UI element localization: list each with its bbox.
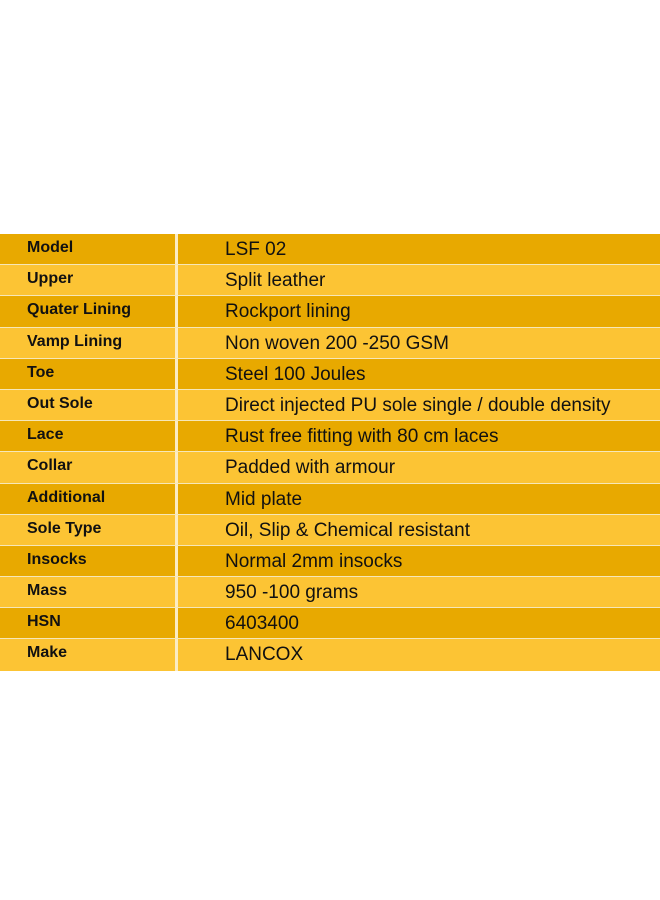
spec-row-additional (0, 484, 660, 515)
spec-value: Split leather (178, 265, 660, 295)
spec-value: Rust free fitting with 80 cm laces (178, 421, 660, 451)
spec-label: Out Sole (0, 390, 175, 420)
spec-row-sole-type (0, 515, 660, 546)
spec-row-upper (0, 265, 660, 296)
spec-row-out-sole (0, 390, 660, 421)
spec-value: Oil, Slip & Chemical resistant (178, 515, 660, 545)
spec-label: Upper (0, 265, 175, 295)
spec-label: Lace (0, 421, 175, 451)
spec-label: Collar (0, 452, 175, 482)
spec-row-toe (0, 359, 660, 390)
spec-value: Mid plate (178, 484, 660, 514)
spec-label: Vamp Lining (0, 328, 175, 358)
spec-row-make (0, 639, 660, 670)
spec-row-model (0, 234, 660, 265)
spec-table (0, 234, 660, 671)
spec-label: Quater Lining (0, 296, 175, 326)
spec-value: LANCOX (178, 639, 660, 670)
spec-value: 950 -100 grams (178, 577, 660, 607)
spec-row-insocks (0, 546, 660, 577)
spec-value: Padded with armour (178, 452, 660, 482)
spec-row-mass (0, 577, 660, 608)
spec-value: 6403400 (178, 608, 660, 638)
spec-value: Steel 100 Joules (178, 359, 660, 389)
spec-value: Normal 2mm insocks (178, 546, 660, 576)
spec-value: Direct injected PU sole single / double density (178, 390, 660, 420)
spec-label: Make (0, 639, 175, 670)
spec-label: Sole Type (0, 515, 175, 545)
spec-label: Insocks (0, 546, 175, 576)
spec-value: Non woven 200 -250 GSM (178, 328, 660, 358)
spec-label: HSN (0, 608, 175, 638)
spec-label: Mass (0, 577, 175, 607)
spec-row-collar (0, 452, 660, 483)
spec-row-vamp-lining (0, 328, 660, 359)
spec-label: Additional (0, 484, 175, 514)
spec-value: LSF 02 (178, 234, 660, 264)
spec-row-lace (0, 421, 660, 452)
spec-label: Toe (0, 359, 175, 389)
spec-row-hsn (0, 608, 660, 639)
spec-label: Model (0, 234, 175, 264)
spec-value: Rockport lining (178, 296, 660, 326)
spec-row-quater-lining (0, 296, 660, 327)
